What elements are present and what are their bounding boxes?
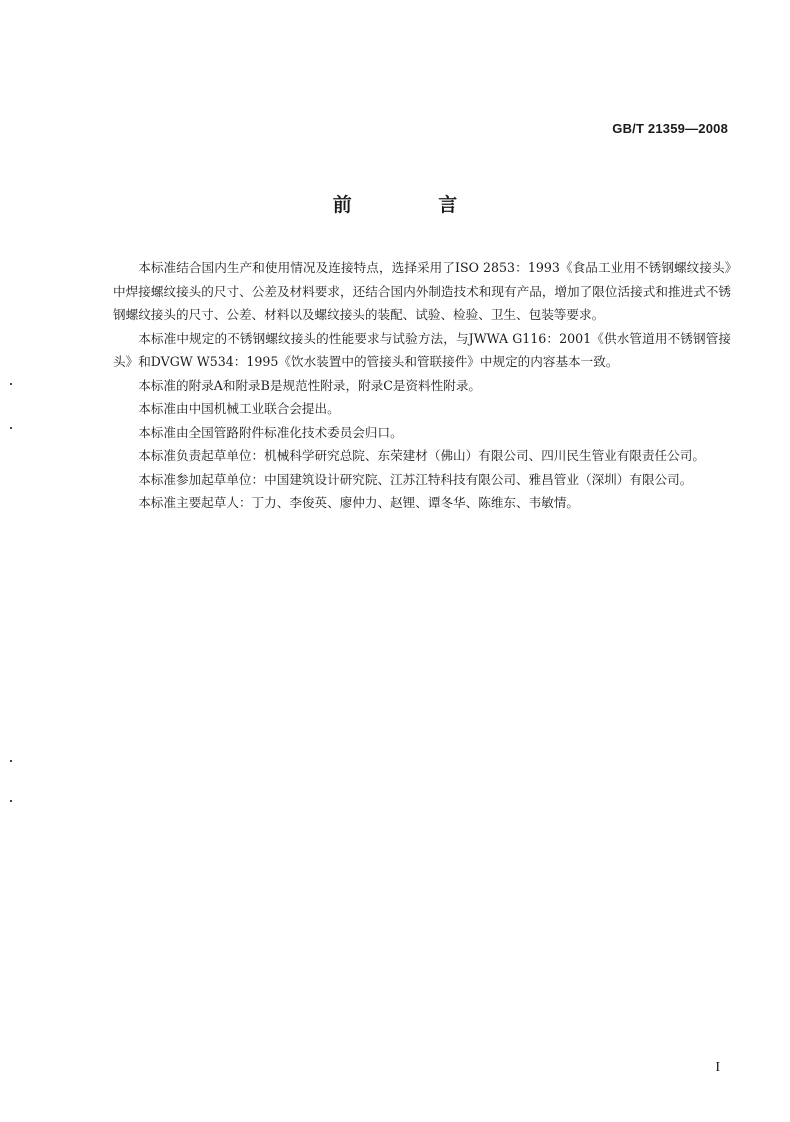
margin-mark: [10, 383, 12, 385]
document-code: GB/T 21359—2008: [612, 121, 728, 136]
paragraph-annexes: 本标准的附录A和附录B是规范性附录，附录C是资料性附录。: [138, 377, 482, 393]
margin-mark: [10, 800, 12, 802]
margin-mark: [10, 760, 12, 762]
paragraph-centralized-by: 本标准由全国管路附件标准化技术委员会归口。: [138, 424, 403, 440]
paragraph-adoption: 本标准结合国内生产和使用情况及连接特点，选择采用了ISO 2853：1993《食品工业用不锈钢螺纹接头》中焊接螺纹接头的尺寸、公差及材料要求，还结合国内外制造技术和现有产品，增加了限位活接式和推进式不锈钢螺纹接头的尺寸、公差、材料以及螺纹接头的装配、试验、检验、卫生、包装等要求。: [113, 260, 731, 322]
paragraph-performance: 本标准中规定的不锈钢螺纹接头的性能要求与试验方法，与JWWA G116：2001《供水管道用不锈钢管接头》和DVGW W534：1995《饮水装置中的管接头和管联接件》中规定的内容基本一致。: [113, 330, 731, 369]
page-number: I: [715, 1060, 720, 1075]
page-title: 前 言: [332, 194, 498, 216]
paragraph-drafting-units: 本标准负责起草单位：机械科学研究总院、东荣建材（佛山）有限公司、四川民生管业有限责任公司。: [138, 448, 705, 463]
paragraph-participating-units: 本标准参加起草单位：中国建筑设计研究院、江苏江特科技有限公司、雅昌管业（深圳）有限公司。: [138, 471, 693, 487]
foreword-body: [113, 256, 731, 515]
paragraph-drafters: 本标准主要起草人：丁力、李俊英、廖仲力、赵锂、谭冬华、陈维东、韦敏情。: [138, 495, 579, 510]
paragraph-proposed-by: 本标准由中国机械工业联合会提出。: [138, 401, 340, 416]
margin-mark: [10, 427, 12, 429]
